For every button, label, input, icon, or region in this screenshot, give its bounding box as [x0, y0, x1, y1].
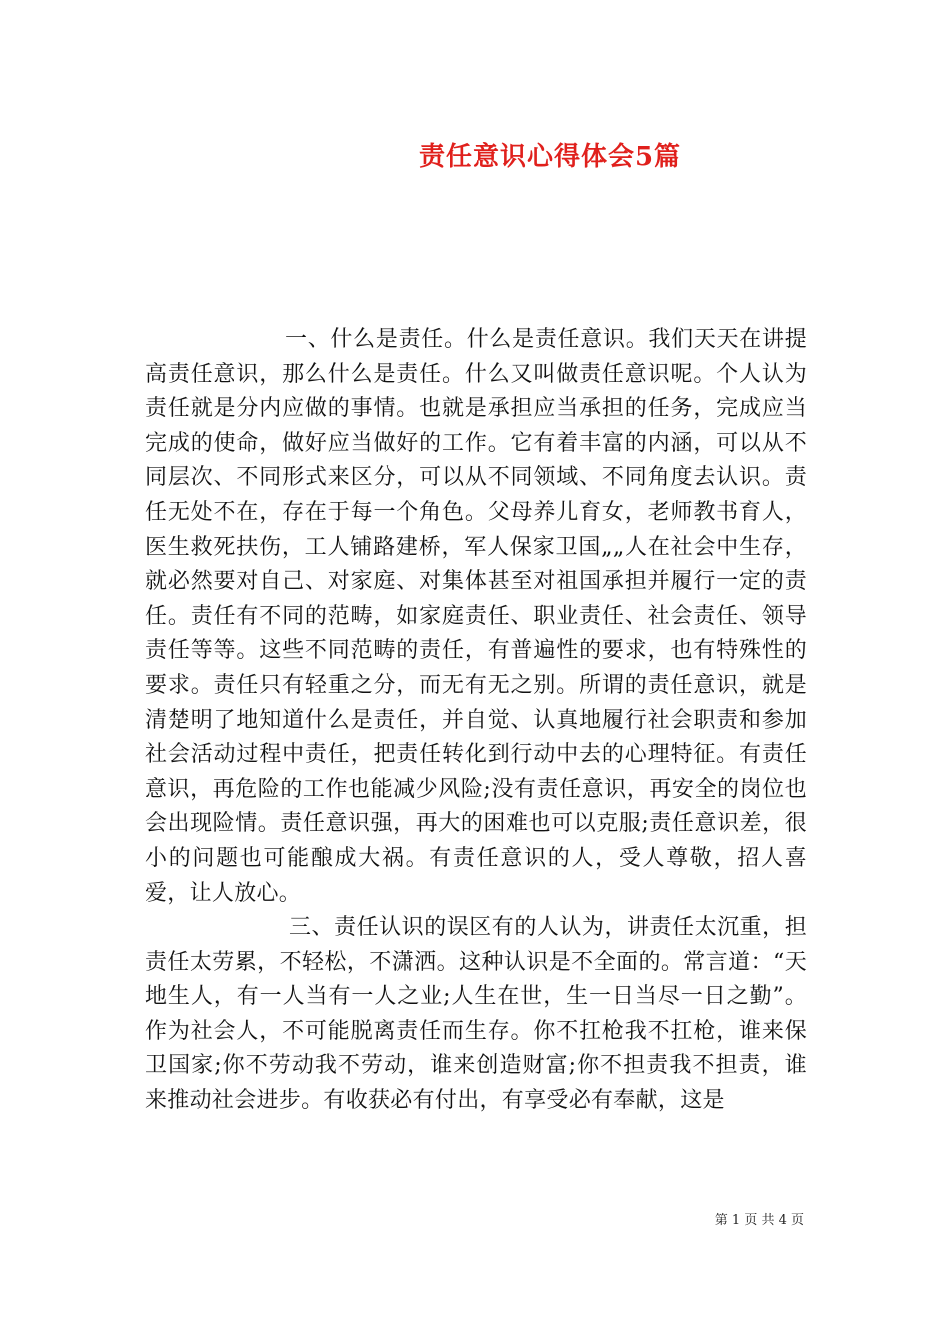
paragraph-1: 一、什么是责任。什么是责任意识。我们天天在讲提高责任意识，那么什么是责任。什么又叫做责任意识呢。个人认为责任就是分内应做的事情。也就是承担应当承担的任务，完成应当完成的使命，做好应当做好的工作。它有着丰富的内涵，可以从不同层次、不同形式来区分，可以从不同领域、不同角度去认识。责任无处不在，存在于每一个角色。父母养儿育女，老师教书育人，医生救死扶伤，工人铺路建桥，军人保家卫国„„人在社会中生存，就必然要对自己、对家庭、对集体甚至对祖国承担并履行一定的责任。责任有不同的范畴，如家庭责任、职业责任、社会责任、领导责任等等。这些不同范畴的责任，有普遍性的要求，也有特殊性的要求。责任只有轻重之分，而无有无之别。所谓的责任意识，就是清楚明了地知道什么是责任，并自觉、认真地履行社会职责和参加社会活动过程中责任，把责任转化到行动中去的心理特征。有责任意识，再危险的工作也能减少风险;没有责任意识，再安全的岗位也会出现险情。责任意识强，再大的困难也可以克服;责任意识差，很小的问题也可能酿成大祸。有责任意识的人，受人尊敬，招人喜爱，让人放心。 — [145, 327, 807, 906]
page-footer: 第 1 页 共 4 页 — [714, 1213, 804, 1228]
document-body — [145, 323, 807, 1119]
paragraph-2: 三、责任认识的误区有的人认为，讲责任太沉重，担责任太劳累，不轻松，不潇洒。这种认识是不全面的。常言道：“天地生人，有一人当有一人之业;人生在世，生一日当尽一日之勤”。作为社会人，不可能脱离责任而生存。你不扛枪我不扛枪，谁来保卫国家;你不劳动我不劳动，谁来创造财富;你不担责我不担责，谁来推动社会进步。有收获必有付出，有享受必有奉献，这是 — [145, 915, 807, 1114]
document-title: 责任意识心得体会5篇 — [418, 142, 682, 172]
